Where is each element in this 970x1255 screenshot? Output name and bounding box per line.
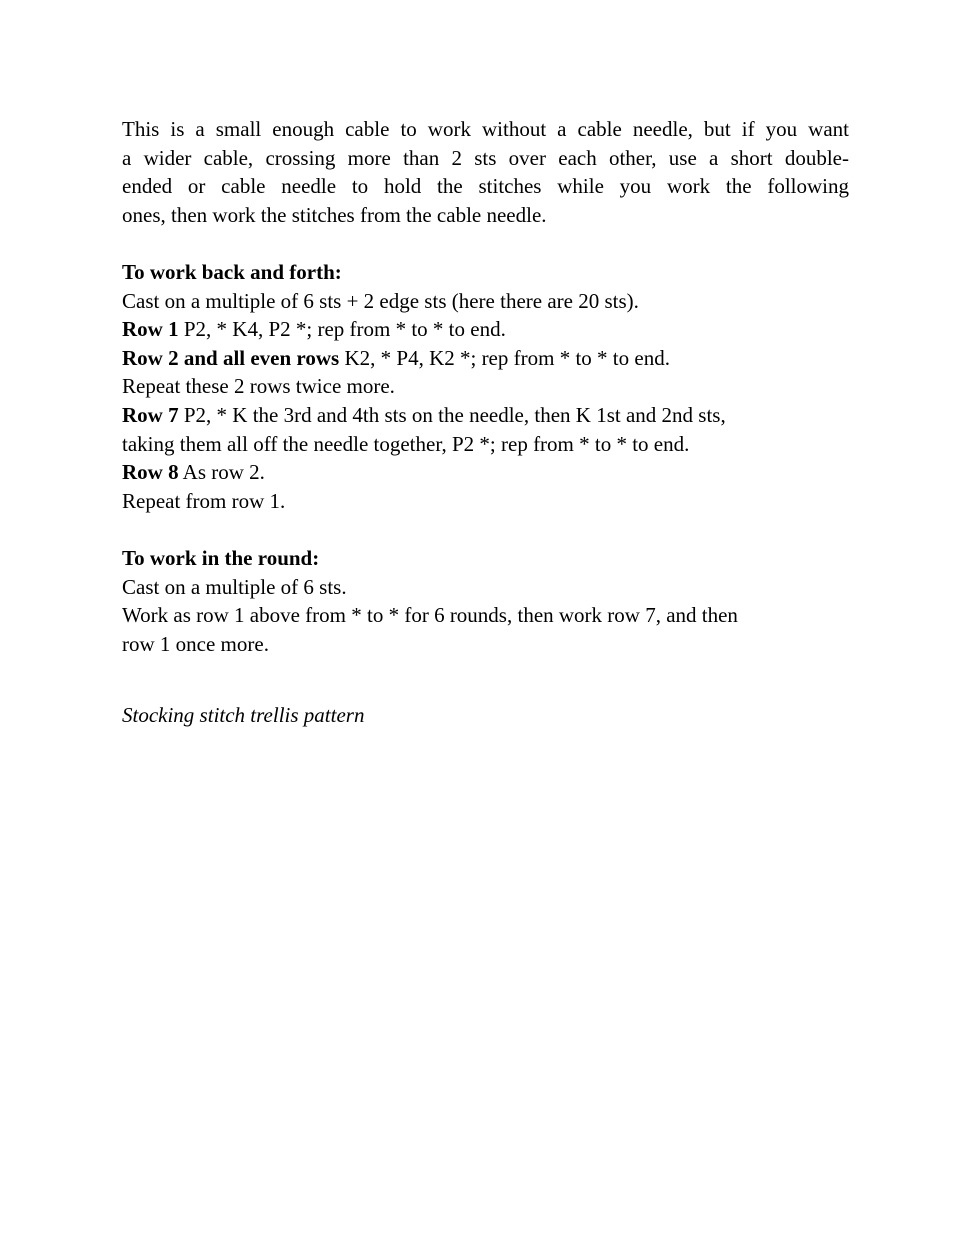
in-round-work-line: row 1 once more.: [122, 631, 269, 656]
spacer: [122, 658, 849, 687]
spacer: [122, 515, 849, 544]
back-forth-section: [122, 258, 849, 515]
row-2-label: Row 2 and all even rows: [122, 345, 340, 370]
document-page: [122, 115, 849, 729]
in-round-heading-text: To work in the round:: [122, 545, 320, 570]
intro-line: ones, then work the stitches from the cable needle.: [122, 202, 547, 227]
intro-line: This is a small enough cable to work without a cable needle, but if you want: [122, 117, 849, 141]
in-round-cast-on: Cast on a multiple of 6 sts.: [122, 574, 347, 599]
spacer: [122, 229, 849, 258]
row-8-label: Row 8: [122, 460, 179, 485]
back-forth-heading: [122, 258, 849, 287]
repeat-from-instruction: Repeat from row 1.: [122, 488, 286, 513]
row-1-instruction: [122, 315, 849, 344]
row-2-instruction: [122, 344, 849, 373]
repeat-twice-instruction: Repeat these 2 rows twice more.: [122, 374, 395, 399]
row-7-continuation: taking them all off the needle together, P2 *; rep from * to * to end.: [122, 431, 690, 456]
row-1-text: P2, * K4, P2 *; rep from * to * to end.: [178, 317, 506, 342]
row-7-instruction: [122, 401, 849, 430]
in-round-heading: [122, 544, 849, 573]
row-8-text: As row 2.: [178, 460, 265, 485]
figure-caption: [122, 701, 849, 730]
row-2-text: K2, * P4, K2 *; rep from * to * to end.: [339, 345, 670, 370]
intro-line: ended or cable needle to hold the stitches while you work the following: [122, 174, 849, 199]
intro-paragraph: [122, 115, 849, 229]
caption-text: Stocking stitch trellis pattern: [122, 702, 365, 727]
row-8-instruction: [122, 458, 849, 487]
in-round-section: [122, 544, 849, 658]
in-round-work-line: Work as row 1 above from * to * for 6 rounds, then work row 7, and then: [122, 603, 738, 628]
back-forth-heading-text: To work back and forth:: [122, 259, 342, 284]
intro-line: a wider cable, crossing more than 2 sts over each other, use a short double-: [122, 145, 849, 170]
row-1-label: Row 1: [122, 317, 179, 342]
back-forth-cast-on: Cast on a multiple of 6 sts + 2 edge sts (here there are 20 sts).: [122, 288, 639, 313]
row-7-text: P2, * K the 3rd and 4th sts on the needle, then K 1st and 2nd sts,: [178, 402, 726, 427]
row-7-label: Row 7: [122, 402, 179, 427]
